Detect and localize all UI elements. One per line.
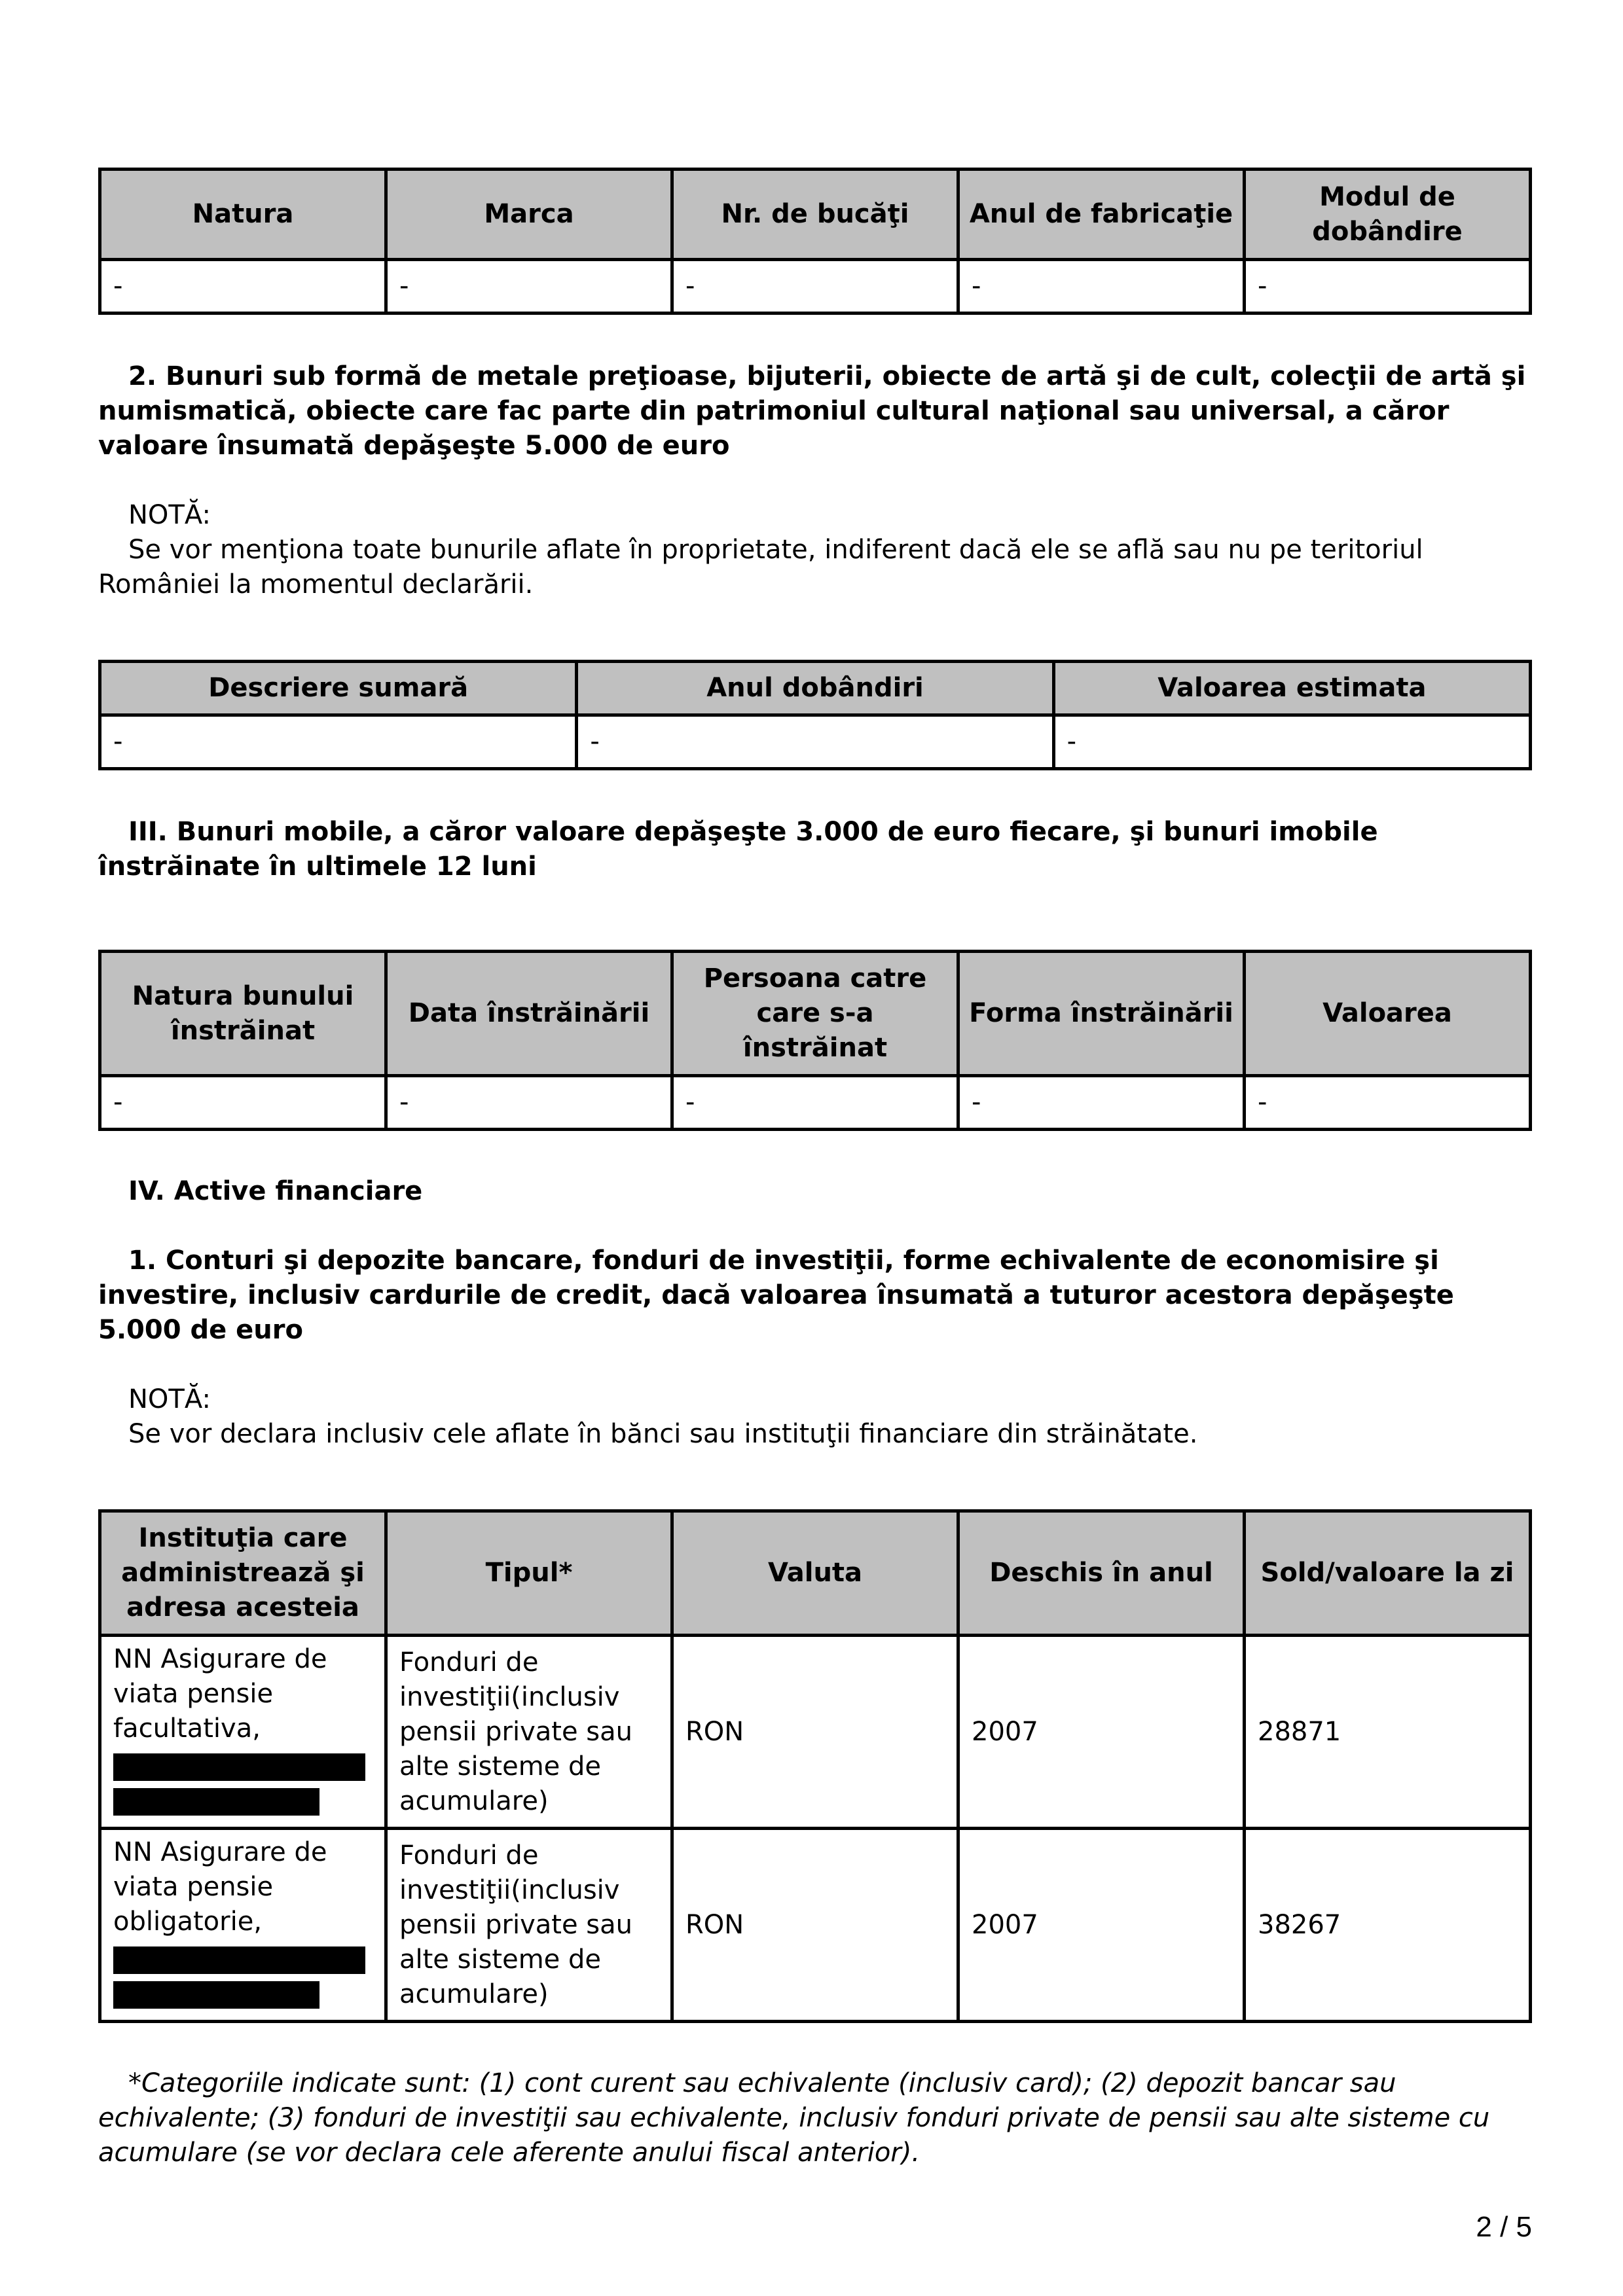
header-cell: Descriere sumară — [100, 662, 577, 715]
opened-cell: 2007 — [958, 1829, 1245, 2022]
opened-cell: 2007 — [958, 1636, 1245, 1829]
section-4-1-title: 1. Conturi şi depozite bancare, fonduri de investiţii, forme echivalente de economisire şi investire, inclusiv cardurile de credit, dacă valoarea însumată a tuturor acestora depăşeşte 5.000 de euro — [98, 1246, 1454, 1345]
footnote: *Categoriile indicate sunt: (1) cont curent sau echivalente (inclusiv card); (2) depozit bancar sau echivalente; (3) fonduri de investiţii sau echivalente, inclusiv fonduri private de pensii sau alte sisteme cu acumulare (se vor declara cele aferente anului fiscal anterior). — [98, 2068, 1490, 2168]
table-cell: - — [100, 1076, 386, 1130]
note-1-label: NOTĂ: — [128, 500, 211, 530]
institution-cell — [100, 1829, 386, 2022]
table-cell: - — [958, 260, 1245, 314]
table-alienated — [98, 950, 1532, 1131]
section-4-title: IV. Active financiare — [128, 1176, 423, 1206]
redacted-address — [113, 1981, 319, 2009]
table-vehicles — [98, 168, 1532, 315]
note-2-text: Se vor declara inclusiv cele aflate în bănci sau instituţii financiare din străinătate. — [128, 1419, 1198, 1449]
header-cell: Marca — [386, 170, 672, 260]
header-cell: Persoana catre care s-a înstrăinat — [672, 952, 958, 1076]
table-cell: - — [100, 260, 386, 314]
section-3-title: III. Bunuri mobile, a căror valoare depăşeşte 3.000 de euro fiecare, şi bunuri imobile înstrăinate în ultimele 12 luni — [98, 817, 1378, 882]
document-page — [98, 168, 1532, 2170]
header-cell: Data înstrăinării — [386, 952, 672, 1076]
table-row — [100, 260, 1531, 314]
header-cell: Modul de dobândire — [1245, 170, 1531, 260]
balance-cell: 38267 — [1245, 1829, 1531, 2022]
header-cell: Anul dobândiri — [577, 662, 1053, 715]
table-row — [100, 1829, 1531, 2022]
header-cell: Forma înstrăinării — [958, 952, 1245, 1076]
type-cell: Fonduri de investiţii(inclusiv pensii private sau alte sisteme de acumulare) — [386, 1636, 672, 1829]
table-row — [100, 1076, 1531, 1130]
table-cell: - — [672, 260, 958, 314]
header-cell: Deschis în anul — [958, 1511, 1245, 1636]
table-row — [100, 715, 1531, 769]
table-cell: - — [1053, 715, 1530, 769]
redacted-address — [113, 1788, 319, 1816]
institution-name: NN Asigurare de viata pensie obligatorie, — [113, 1837, 327, 1937]
institution-name: NN Asigurare de viata pensie facultativa, — [113, 1644, 327, 1744]
currency-cell: RON — [672, 1636, 958, 1829]
table-cell: - — [100, 715, 577, 769]
note-2-label: NOTĂ: — [128, 1384, 211, 1414]
type-cell: Fonduri de investiţii(inclusiv pensii private sau alte sisteme de acumulare) — [386, 1829, 672, 2022]
table-cell: - — [958, 1076, 1245, 1130]
institution-cell — [100, 1636, 386, 1829]
page-number: 2 / 5 — [1476, 2211, 1532, 2243]
note-1-text: Se vor menţiona toate bunurile aflate în proprietate, indiferent dacă ele se află sau nu pe teritoriul României la momentul declarării. — [98, 535, 1423, 600]
balance-cell: 28871 — [1245, 1636, 1531, 1829]
currency-cell: RON — [672, 1829, 958, 2022]
redacted-address — [113, 1946, 365, 1974]
header-cell: Natura bunului înstrăinat — [100, 952, 386, 1076]
redacted-address — [113, 1753, 365, 1781]
header-cell: Sold/valoare la zi — [1245, 1511, 1531, 1636]
header-cell: Instituţia care administrează şi adresa acesteia — [100, 1511, 386, 1636]
header-cell: Anul de fabricaţie — [958, 170, 1245, 260]
table-accounts — [98, 1509, 1532, 2023]
header-cell: Valoarea estimata — [1053, 662, 1530, 715]
header-cell: Tipul* — [386, 1511, 672, 1636]
header-cell: Valoarea — [1245, 952, 1531, 1076]
table-cell: - — [386, 1076, 672, 1130]
section-2-title: 2. Bunuri sub formă de metale preţioase, bijuterii, obiecte de artă şi de cult, colecţii de artă şi numismatică, obiecte care fac parte din patrimoniul cultural naţional sau universal, a căror valoare însumată depăşeşte 5.000 de euro — [98, 361, 1526, 461]
table-row — [100, 1636, 1531, 1829]
header-cell: Nr. de bucăţi — [672, 170, 958, 260]
table-valuables — [98, 660, 1532, 770]
table-cell: - — [386, 260, 672, 314]
table-cell: - — [577, 715, 1053, 769]
header-cell: Valuta — [672, 1511, 958, 1636]
table-cell: - — [672, 1076, 958, 1130]
table-cell: - — [1245, 260, 1531, 314]
table-cell: - — [1245, 1076, 1531, 1130]
header-cell: Natura — [100, 170, 386, 260]
